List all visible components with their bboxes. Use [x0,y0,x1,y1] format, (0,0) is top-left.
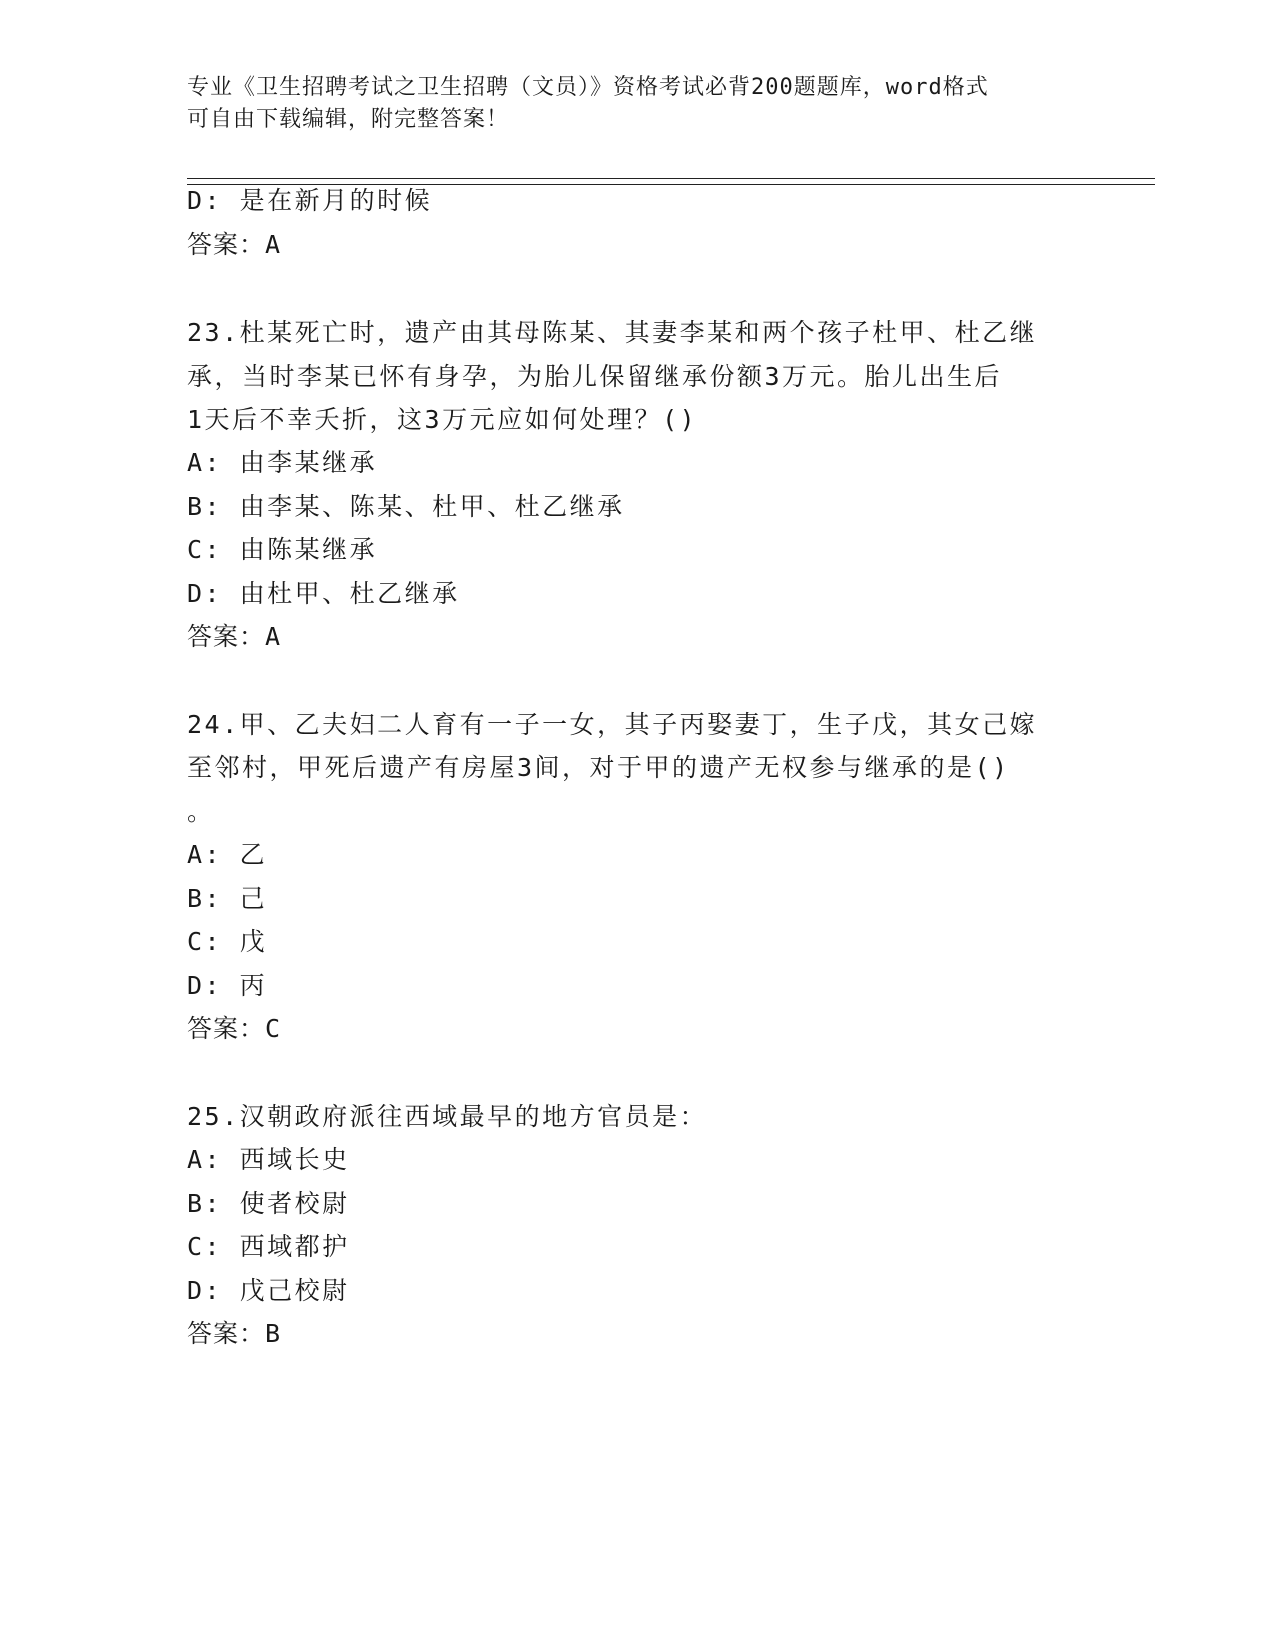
q23-option-a: A: 由李某继承 [187,448,378,477]
q23-text-line-1: 23.杜某死亡时，遗产由其母陈某、其妻李某和两个孩子杜甲、杜乙继 [187,318,1038,347]
prev-option-d: D: 是在新月的时候 [187,186,433,215]
document-header [187,72,1067,136]
q25-option-a: A: 西域长史 [187,1145,350,1174]
q24-text-line-3: 。 [187,797,215,826]
q23-option-d: D: 由杜甲、杜乙继承 [187,579,460,608]
q23-text-line-2: 承，当时李某已怀有身孕，为胎儿保留继承份额3万元。胎儿出生后 [187,362,1003,391]
q24-option-c: C: 戊 [187,927,268,956]
q23-text-line-3: 1天后不幸夭折，这3万元应如何处理？() [187,405,698,434]
q24-option-a: A: 乙 [187,840,268,869]
q24-option-d: D: 丙 [187,971,268,1000]
q25-option-d: D: 戊己校尉 [187,1276,350,1305]
q23-answer: 答案：A [187,622,282,651]
header-divider-top [187,178,1155,179]
header-line-2: 可自由下载编辑，附完整答案！ [187,107,510,132]
q24-option-b: B: 己 [187,884,268,913]
q24-answer: 答案：C [187,1014,282,1043]
q24-text-line-2: 至邻村，甲死后遗产有房屋3间，对于甲的遗产无权参与继承的是() [187,753,1010,782]
q23-option-b: B: 由李某、陈某、杜甲、杜乙继承 [187,492,625,521]
q24-text-line-1: 24.甲、乙夫妇二人育有一子一女，其子丙娶妻丁，生子戊，其女己嫁 [187,710,1038,739]
q25-option-c: C: 西域都护 [187,1232,350,1261]
header-line-1: 专业《卫生招聘考试之卫生招聘（文员）》资格考试必背200题题库，word格式 [187,75,989,100]
q25-option-b: B: 使者校尉 [187,1189,350,1218]
prev-answer: 答案：A [187,230,282,259]
q25-answer: 答案：B [187,1319,282,1348]
q23-option-c: C: 由陈某继承 [187,535,378,564]
q25-text-line-1: 25.汉朝政府派往西域最早的地方官员是： [187,1102,708,1131]
